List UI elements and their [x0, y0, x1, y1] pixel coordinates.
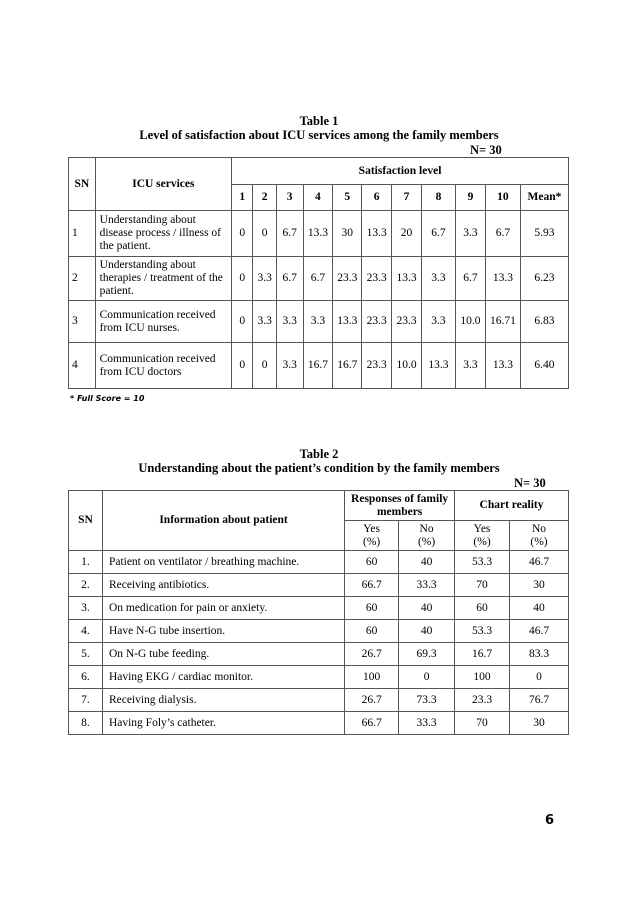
t2-cell: 66.7 [345, 574, 399, 597]
t2-cell: 40 [510, 597, 569, 620]
t2-cell: 0 [510, 666, 569, 689]
t2-cell: 23.3 [455, 689, 510, 712]
t1-header-sn: SN [69, 158, 96, 211]
table2-n-label: N= 30 [514, 476, 546, 490]
t1-level-10: 10 [485, 185, 520, 211]
t1-cell: 0 [253, 211, 276, 257]
t1-cell: 6.7 [276, 257, 303, 301]
t1-cell: 23.3 [362, 301, 392, 343]
t2-row-sn: 1. [69, 551, 103, 574]
t1-cell: 6.7 [456, 257, 486, 301]
t1-level-7: 7 [392, 185, 422, 211]
table-row [69, 666, 569, 689]
t1-cell: 13.3 [485, 343, 520, 389]
t2-row-info: On N-G tube feeding. [102, 643, 344, 666]
t2-row-info: Receiving antibiotics. [102, 574, 344, 597]
table-row [69, 211, 569, 257]
t1-cell: 3.3 [421, 257, 455, 301]
t2-row-info: On medication for pain or anxiety. [102, 597, 344, 620]
table1-n-label: N= 30 [470, 143, 502, 157]
t1-cell: 23.3 [362, 343, 392, 389]
table-row [69, 343, 569, 389]
t1-header-mean: Mean* [520, 185, 568, 211]
t2-cell: 70 [455, 574, 510, 597]
t2-cell: 46.7 [510, 620, 569, 643]
t1-cell: 16.7 [303, 343, 333, 389]
t1-cell: 3.3 [276, 301, 303, 343]
t1-cell: 6.7 [421, 211, 455, 257]
t1-row-service: Understanding about therapies / treatment of the patient. [95, 257, 231, 301]
t1-cell: 0 [232, 211, 253, 257]
t2-cell: 73.3 [399, 689, 455, 712]
t1-row-sn: 4 [69, 343, 96, 389]
table-row [69, 301, 569, 343]
table1-caption: Table 1 [299, 114, 339, 128]
page-number: 6 [545, 813, 555, 828]
t1-cell: 3.3 [303, 301, 333, 343]
table2-caption: Table 2 [299, 447, 339, 461]
t1-header-service: ICU services [95, 158, 231, 211]
t2-cell: 60 [455, 597, 510, 620]
t2-cell: 60 [345, 620, 399, 643]
t2-row-info: Having EKG / cardiac monitor. [102, 666, 344, 689]
table-row [69, 551, 569, 574]
t2-header-yes: Yes (%) [345, 521, 399, 551]
t1-level-6: 6 [362, 185, 392, 211]
t2-cell: 16.7 [455, 643, 510, 666]
t2-cell: 33.3 [399, 574, 455, 597]
t1-cell: 0 [232, 257, 253, 301]
t2-header-yes2: Yes (%) [455, 521, 510, 551]
t2-cell: 26.7 [345, 643, 399, 666]
t1-cell: 10.0 [456, 301, 486, 343]
t2-cell: 33.3 [399, 712, 455, 735]
t2-cell: 69.3 [399, 643, 455, 666]
t2-row-sn: 7. [69, 689, 103, 712]
t1-level-2: 2 [253, 185, 276, 211]
t2-cell: 60 [345, 551, 399, 574]
t1-cell: 30 [333, 211, 362, 257]
t2-row-info: Patient on ventilator / breathing machine. [102, 551, 344, 574]
t2-header-no2: No (%) [510, 521, 569, 551]
t1-row-sn: 3 [69, 301, 96, 343]
t2-header-no: No (%) [399, 521, 455, 551]
table1-footnote: * Full Score = 10 [70, 394, 145, 403]
t1-row-service: Communication received from ICU doctors [95, 343, 231, 389]
table-row [69, 643, 569, 666]
t2-cell: 0 [399, 666, 455, 689]
t1-cell: 3.3 [421, 301, 455, 343]
t1-cell: 23.3 [392, 301, 422, 343]
t1-cell: 0 [232, 343, 253, 389]
t1-cell: 3.3 [456, 343, 486, 389]
t1-level-3: 3 [276, 185, 303, 211]
t2-header-info: Information about patient [102, 491, 344, 551]
table-row [69, 574, 569, 597]
t2-cell: 46.7 [510, 551, 569, 574]
t1-cell: 16.71 [485, 301, 520, 343]
t1-level-1: 1 [232, 185, 253, 211]
t1-header-satisfaction: Satisfaction level [232, 158, 569, 185]
t1-cell: 13.3 [485, 257, 520, 301]
t2-cell: 30 [510, 712, 569, 735]
table-row [69, 597, 569, 620]
t2-header-chart: Chart reality [455, 491, 569, 521]
t2-cell: 30 [510, 574, 569, 597]
t1-row-service: Understanding about disease process / illness of the patient. [95, 211, 231, 257]
t2-cell: 83.3 [510, 643, 569, 666]
t2-cell: 40 [399, 620, 455, 643]
t1-mean: 6.23 [520, 257, 568, 301]
t1-cell: 0 [253, 343, 276, 389]
t2-cell: 26.7 [345, 689, 399, 712]
table1-title: Level of satisfaction about ICU services among the family members [139, 128, 499, 142]
t2-cell: 100 [345, 666, 399, 689]
t1-cell: 23.3 [362, 257, 392, 301]
t1-mean: 5.93 [520, 211, 568, 257]
t1-cell: 13.3 [303, 211, 333, 257]
t1-cell: 23.3 [333, 257, 362, 301]
t1-cell: 13.3 [362, 211, 392, 257]
t1-cell: 16.7 [333, 343, 362, 389]
table2-title: Understanding about the patient’s condition by the family members [138, 461, 500, 475]
t1-cell: 20 [392, 211, 422, 257]
t2-row-sn: 3. [69, 597, 103, 620]
t2-row-sn: 5. [69, 643, 103, 666]
t1-cell: 3.3 [276, 343, 303, 389]
t2-cell: 40 [399, 597, 455, 620]
t2-row-info: Have N-G tube insertion. [102, 620, 344, 643]
t2-row-sn: 2. [69, 574, 103, 597]
t2-row-sn: 4. [69, 620, 103, 643]
t1-row-service: Communication received from ICU nurses. [95, 301, 231, 343]
t1-mean: 6.40 [520, 343, 568, 389]
t1-mean: 6.83 [520, 301, 568, 343]
t2-cell: 53.3 [455, 551, 510, 574]
t2-cell: 76.7 [510, 689, 569, 712]
t1-cell: 6.7 [485, 211, 520, 257]
table2 [68, 490, 569, 735]
t1-cell: 3.3 [456, 211, 486, 257]
t1-level-5: 5 [333, 185, 362, 211]
t1-cell: 6.7 [276, 211, 303, 257]
t1-cell: 0 [232, 301, 253, 343]
t2-header-sn: SN [69, 491, 103, 551]
t1-cell: 3.3 [253, 301, 276, 343]
t2-cell: 70 [455, 712, 510, 735]
t1-row-sn: 1 [69, 211, 96, 257]
t2-row-sn: 6. [69, 666, 103, 689]
t1-level-4: 4 [303, 185, 333, 211]
t1-cell: 13.3 [421, 343, 455, 389]
t2-header-responses: Responses of family members [345, 491, 455, 521]
table-row [69, 257, 569, 301]
table-row [69, 620, 569, 643]
t1-cell: 13.3 [392, 257, 422, 301]
t1-cell: 3.3 [253, 257, 276, 301]
t2-cell: 66.7 [345, 712, 399, 735]
t2-cell: 40 [399, 551, 455, 574]
t1-row-sn: 2 [69, 257, 96, 301]
t2-cell: 53.3 [455, 620, 510, 643]
t2-row-info: Receiving dialysis. [102, 689, 344, 712]
t1-cell: 13.3 [333, 301, 362, 343]
t2-row-info: Having Foly’s catheter. [102, 712, 344, 735]
t2-cell: 60 [345, 597, 399, 620]
table-row [69, 689, 569, 712]
t2-cell: 100 [455, 666, 510, 689]
t1-level-9: 9 [456, 185, 486, 211]
table1 [68, 157, 569, 389]
t1-cell: 6.7 [303, 257, 333, 301]
table-row [69, 712, 569, 735]
t1-cell: 10.0 [392, 343, 422, 389]
t1-level-8: 8 [421, 185, 455, 211]
t2-row-sn: 8. [69, 712, 103, 735]
